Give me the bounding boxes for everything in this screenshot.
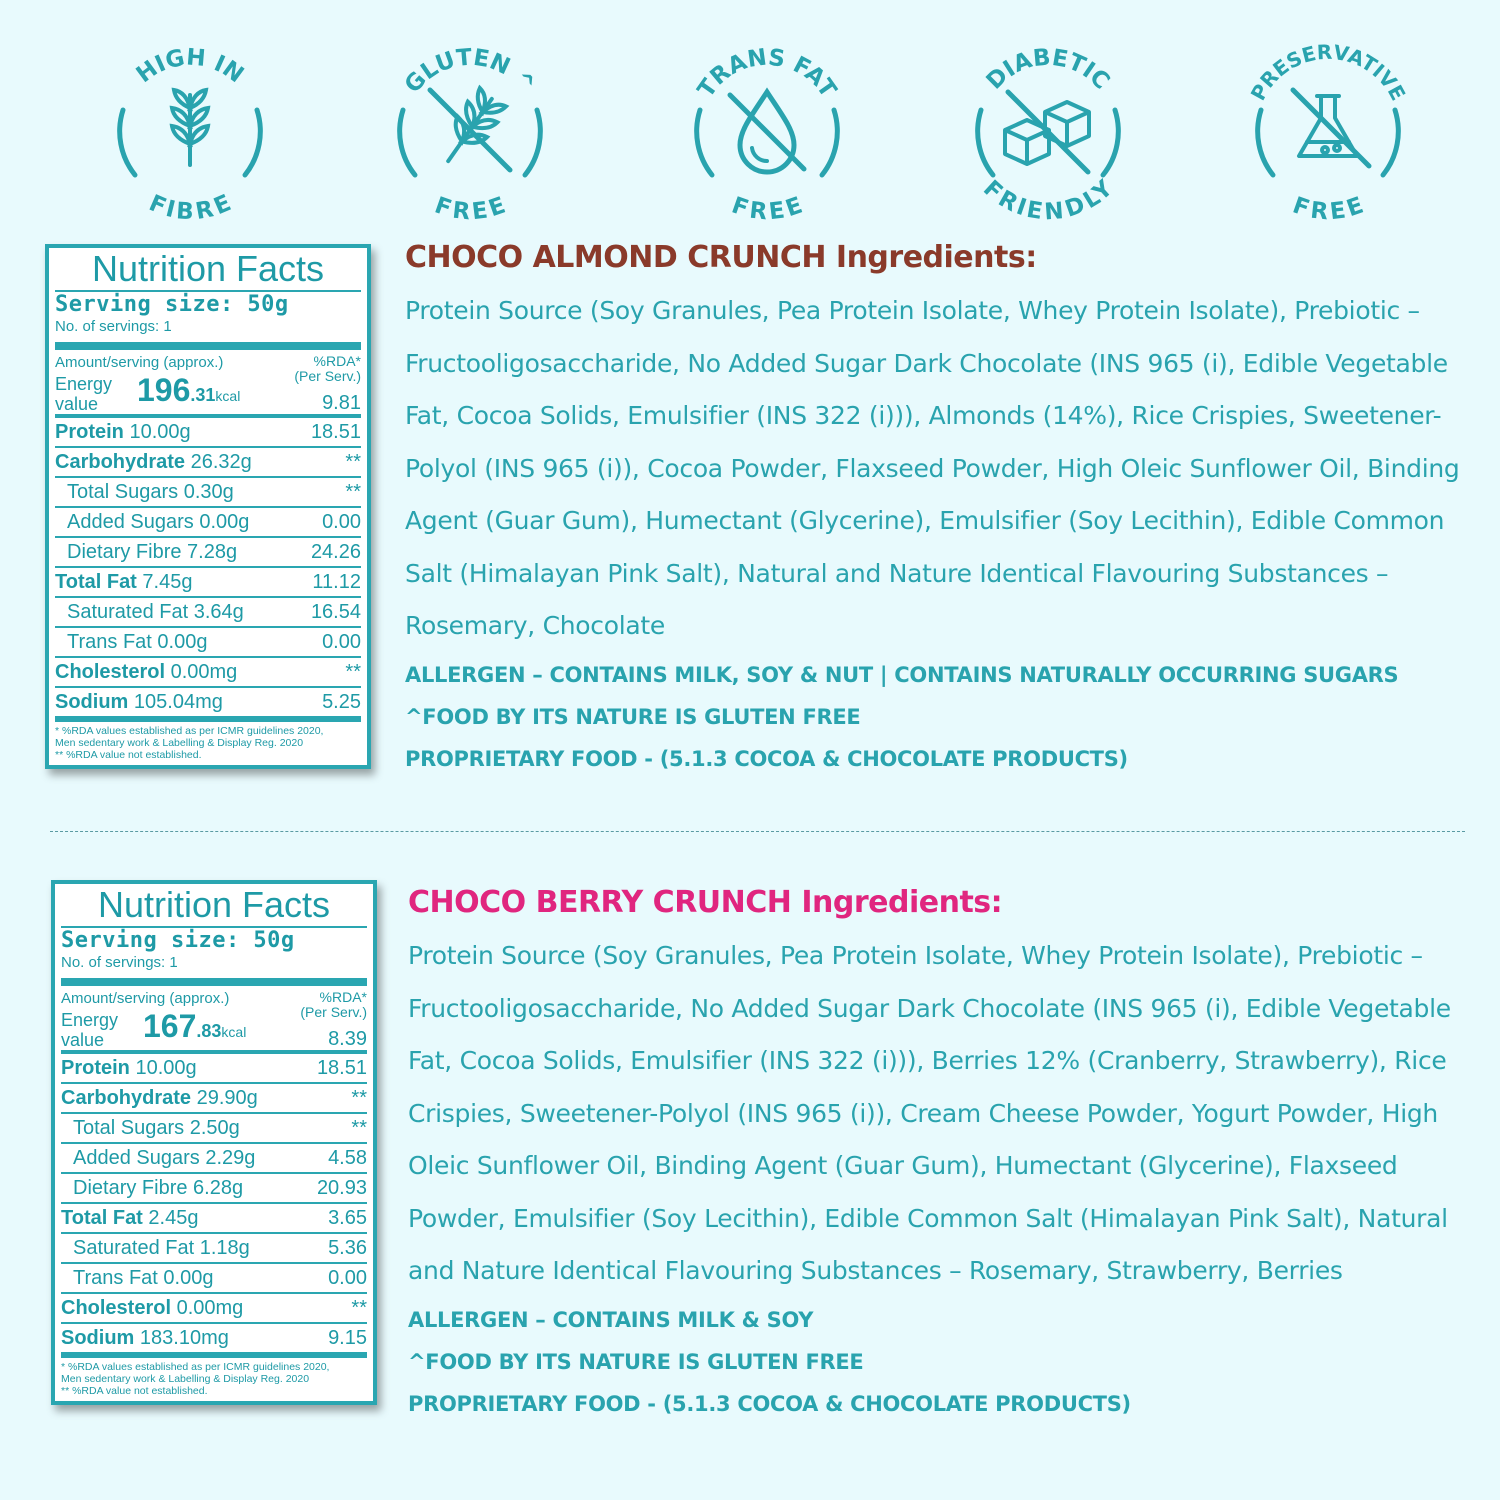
ingredients-heading: CHOCO ALMOND CRUNCH Ingredients: [405,240,1037,275]
nutrition-footnote: * %RDA values established as per ICMR guidelines 2020, Men sedentary work & Labelling & Display Reg. 2020 ** %RDA value not established. [61,1361,330,1397]
svg-text:DIABETIC [982,45,1115,95]
nutrient-row: Total Sugars 2.50g ** [61,1114,367,1144]
nutrition-title: Nutrition Facts [61,884,367,928]
badge-top-text: TRANS FAT [692,44,842,103]
badge-preservative-free [1233,30,1423,226]
svg-text:HIGH IN [132,44,248,88]
badge-high-in-fibre [95,30,285,226]
nutrition-facts-panel [51,880,377,1405]
svg-text:FREE [1289,193,1367,226]
nutrient-row: Sodium 105.04mg 5.25 [55,688,361,722]
energy-header [61,986,367,1054]
gluten-statement: ^FOOD BY ITS NATURE IS GLUTEN FREE [405,704,861,729]
nutrient-row: Trans Fat 0.00g 0.00 [61,1264,367,1294]
energy-value: 167.83kcal [143,1008,247,1044]
badge-top-text: DIABETIC [981,44,1115,95]
badge-bottom-text: FIBRE [145,190,235,226]
nutrient-row: Protein 10.00g 18.51 [55,418,361,448]
nutrient-row: Carbohydrate 29.90g ** [61,1084,367,1114]
nutrition-facts-panel [45,244,371,769]
allergen-statement: ALLERGEN – CONTAINS MILK & SOY [408,1307,814,1332]
badge-diabetic-friendly [953,30,1143,226]
nutrition-title: Nutrition Facts [55,248,361,292]
serving-size: Serving size: 50g [61,928,295,953]
badge-bottom-text: FREE [1289,192,1367,226]
svg-text:GLUTEN ^ [400,45,540,99]
number-of-servings: No. of servings: 1 [61,954,367,986]
nutrient-row: Cholesterol 0.00mg ** [55,658,361,688]
ingredients-heading: CHOCO BERRY CRUNCH Ingredients: [408,885,1003,920]
nutrient-row: Added Sugars 0.00g 0.00 [55,508,361,538]
wheat-crossed-icon [430,87,510,172]
nutrient-row: Sodium 183.10mg 9.15 [61,1324,367,1358]
amount-label: Amount/serving (approx.) [55,354,224,371]
nutrient-row: Added Sugars 2.29g 4.58 [61,1144,367,1174]
nutrient-row: Total Fat 2.45g 3.65 [61,1204,367,1234]
wheat-icon [172,90,208,165]
rda-label: %RDA* (Per Serv.) [300,989,367,1020]
badge-bottom-text: FREE [728,192,806,226]
ingredients-list: Protein Source (Soy Granules, Pea Protein Isolate, Whey Protein Isolate), Prebiotic – Fructooligosaccharide, No Added Sugar Dark Chocolate (INS 965 (i), Edible Vegetable Fat, Cocoa Solids, Emulsifier (INS 322 (i))), Almonds (14%), Rice Crispies, Sweetener-Polyol (INS 965 (i)), Cocoa Powder, Flaxseed Powder, High Oleic Sunflower Oil, Binding Agent (Guar Gum), Humectant (Glycerine), Emulsifier (Soy Lecithin), Edible Common Salt (Himalayan Pink Salt), Natural and Nature Identical Flavouring Substances – Rosemary, Chocolate [405,296,1460,640]
energy-value: 196.31kcal [137,372,241,408]
badge-bottom-text: FRIENDLY [978,175,1118,226]
svg-text:FREE [728,193,806,226]
nutrient-row: Protein 10.00g 18.51 [61,1054,367,1084]
ingredients-section [405,240,1475,773]
rda-label: %RDA* (Per Serv.) [294,353,361,384]
badge-gluten-free [375,30,565,226]
nutrient-row: Carbohydrate 26.32g ** [55,448,361,478]
nutrient-row: Saturated Fat 3.64g 16.54 [55,598,361,628]
badge-trans-fat-free [672,30,862,226]
gluten-statement: ^FOOD BY ITS NATURE IS GLUTEN FREE [408,1349,864,1374]
serving-size: Serving size: 50g [55,292,289,317]
nutrient-row: Saturated Fat 1.18g 5.36 [61,1234,367,1264]
proprietary-statement: PROPRIETARY FOOD - (5.1.3 COCOA & CHOCOLATE PRODUCTS) [408,1391,1131,1416]
nutrient-row: Cholesterol 0.00mg ** [61,1294,367,1324]
energy-rda: 8.39 [328,1028,367,1050]
nutrient-row: Trans Fat 0.00g 0.00 [55,628,361,658]
nutrition-footnote: * %RDA values established as per ICMR guidelines 2020, Men sedentary work & Labelling & Display Reg. 2020 ** %RDA value not established. [55,725,324,761]
section-divider [50,831,1465,832]
badge-top-text: GLUTEN ^ [399,44,541,99]
nutrient-row: Total Fat 7.45g 11.12 [55,568,361,598]
svg-text:FRIENDLY [978,175,1118,225]
energy-header [55,350,361,418]
svg-text:FREE [431,193,509,226]
svg-text:FIBRE [145,190,235,225]
ingredients-list: Protein Source (Soy Granules, Pea Protein Isolate, Whey Protein Isolate), Prebiotic – Fructooligosaccharide, No Added Sugar Dark Chocolate (INS 965 (i), Edible Vegetable Fat, Cocoa Solids, Emulsifier (INS 322 (i))), Berries 12% (Cranberry, Strawberry), Rice Crispies, Sweetener-Polyol (INS 965 (i)), Cream Cheese Powder, Yogurt Powder, High Oleic Sunflower Oil, Binding Agent (Guar Gum), Humectant (Glycerine), Flaxseed Powder, Emulsifier (Soy Lecithin), Edible Common Salt (Himalayan Pink Salt), Natural and Nature Identical Flavouring Substances – Rosemary, Strawberry, Berries [408,941,1451,1285]
proprietary-statement: PROPRIETARY FOOD - (5.1.3 COCOA & CHOCOLATE PRODUCTS) [405,746,1128,771]
badge-top-text: HIGH IN [131,44,249,89]
nutrient-row: Total Sugars 0.30g ** [55,478,361,508]
number-of-servings: No. of servings: 1 [55,318,361,350]
amount-label: Amount/serving (approx.) [61,990,230,1007]
sugar-cubes-crossed-icon [1005,92,1089,172]
energy-label: Energy value [55,374,113,414]
oil-drop-crossed-icon [730,92,804,172]
allergen-statement: ALLERGEN – CONTAINS MILK, SOY & NUT | CONTAINS NATURALLY OCCURRING SUGARS [405,662,1399,687]
nutrient-row: Dietary Fibre 6.28g 20.93 [61,1174,367,1204]
energy-rda: 9.81 [322,392,361,414]
flask-crossed-icon [1293,90,1369,166]
badge-bottom-text: FREE [431,192,509,226]
nutrient-row: Dietary Fibre 7.28g 24.26 [55,538,361,568]
badge-top-text: PRESERVATIVE [1245,39,1411,105]
energy-label: Energy value [61,1010,119,1050]
ingredients-section [408,885,1478,1418]
